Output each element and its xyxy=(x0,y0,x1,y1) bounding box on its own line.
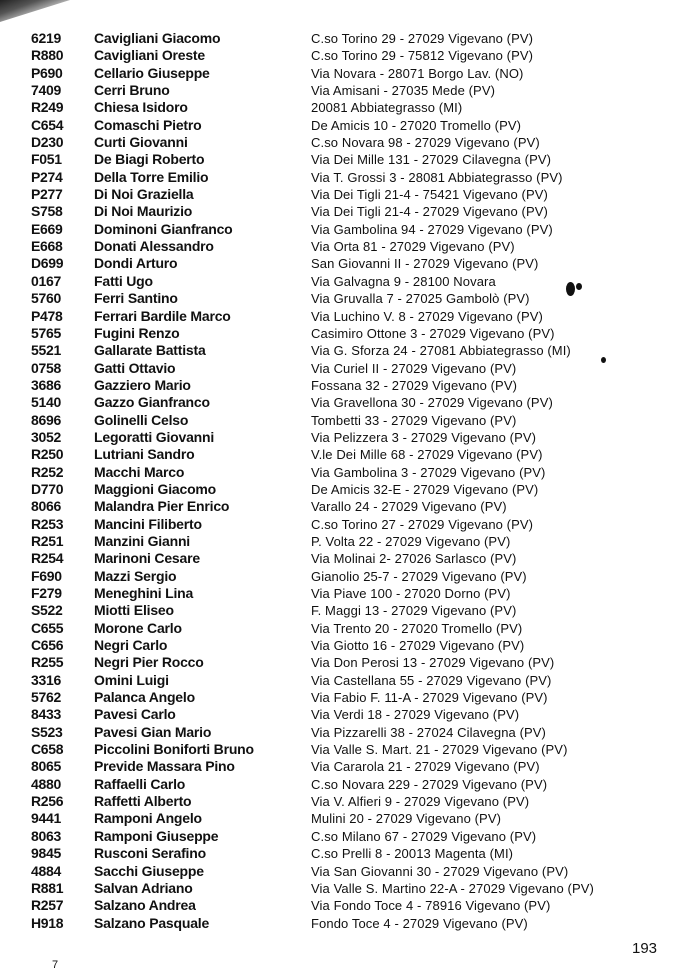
entry-name: Donati Alessandro xyxy=(94,238,214,255)
entry-address: C.so Novara 98 - 27029 Vigevano (PV) xyxy=(311,135,540,151)
entry-address: Via Dei Tigli 21-4 - 27029 Vigevano (PV) xyxy=(311,204,548,220)
entry-name: Ferri Santino xyxy=(94,290,178,307)
page-number: 193 xyxy=(632,940,658,957)
list-item xyxy=(0,169,700,186)
entry-address: Via Gambolina 94 - 27029 Vigevano (PV) xyxy=(311,221,553,237)
entry-address: C.so Novara 229 - 27029 Vigevano (PV) xyxy=(311,776,548,792)
entry-address: De Amicis 10 - 27020 Tromello (PV) xyxy=(311,117,522,133)
entry-address: C.so Torino 27 - 27029 Vigevano (PV) xyxy=(311,516,534,532)
entry-name: Lutriani Sandro xyxy=(94,446,195,463)
ink-speck xyxy=(576,283,582,290)
entry-name: Meneghini Lina xyxy=(94,585,194,601)
entry-code: P478 xyxy=(31,307,63,324)
entry-code: 8696 xyxy=(31,411,61,428)
entry-address: C.so Milano 67 - 27029 Vigevano (PV) xyxy=(311,828,537,844)
entry-name: Cellario Giuseppe xyxy=(94,64,210,81)
entry-code: F279 xyxy=(31,585,62,601)
entry-address: Via Dei Mille 131 - 27029 Cilavegna (PV) xyxy=(311,152,552,168)
list-item xyxy=(0,758,700,775)
entry-address: Via Fondo Toce 4 - 78916 Vigevano (PV) xyxy=(311,898,551,914)
list-item xyxy=(0,810,700,827)
entry-name: Pavesi Gian Mario xyxy=(94,723,212,740)
entry-code: R256 xyxy=(31,793,64,810)
list-item xyxy=(0,134,700,151)
entry-name: Legoratti Giovanni xyxy=(94,428,215,445)
entry-code: E668 xyxy=(31,238,63,255)
entry-code: 9441 xyxy=(31,810,61,827)
entry-address: Via Piave 100 - 27020 Dorno (PV) xyxy=(311,586,511,601)
list-item xyxy=(0,464,700,481)
list-item xyxy=(0,602,700,619)
entry-address: Via Amisani - 27035 Mede (PV) xyxy=(311,83,496,99)
list-item xyxy=(0,203,700,220)
list-item xyxy=(0,238,700,255)
list-item xyxy=(0,255,700,272)
entry-code: 3686 xyxy=(31,376,61,393)
scan-corner-mark xyxy=(0,0,70,22)
entry-code: 4880 xyxy=(31,775,61,792)
list-item xyxy=(0,82,700,99)
list-item xyxy=(0,273,700,290)
entry-code: R251 xyxy=(31,532,64,549)
list-item xyxy=(0,325,700,342)
list-item xyxy=(0,915,700,932)
entry-name: Mancini Filiberto xyxy=(94,515,202,532)
entry-code: D699 xyxy=(31,255,64,272)
entry-name: Piccolini Boniforti Bruno xyxy=(94,741,254,758)
entry-code: 0167 xyxy=(31,272,61,289)
entry-name: De Biagi Roberto xyxy=(94,151,205,168)
entry-code: 8433 xyxy=(31,706,61,723)
entry-address: Gianolio 25-7 - 27029 Vigevano (PV) xyxy=(311,568,527,584)
entry-name: Palanca Angelo xyxy=(94,689,195,706)
entry-address: Via Curiel II - 27029 Vigevano (PV) xyxy=(311,360,517,376)
entry-name: Gazziero Mario xyxy=(94,376,191,393)
entry-address: Via Novara - 28071 Borgo Lav. (NO) xyxy=(311,65,524,81)
ink-speck xyxy=(566,282,575,296)
entry-code: R880 xyxy=(31,47,64,64)
entry-address: C.so Torino 29 - 75812 Vigevano (PV) xyxy=(311,48,534,64)
entry-code: D770 xyxy=(31,480,64,497)
entry-address: Via San Giovanni 30 - 27029 Vigevano (PV) xyxy=(311,863,569,879)
entry-code: F690 xyxy=(31,567,62,584)
entry-code: R249 xyxy=(31,99,64,116)
entry-name: Della Torre Emilio xyxy=(94,168,209,185)
entry-name: Malandra Pier Enrico xyxy=(94,498,230,515)
list-item xyxy=(0,793,700,810)
entry-address: Via Gruvalla 7 - 27025 Gambolò (PV) xyxy=(311,291,530,307)
entry-code: 8066 xyxy=(31,498,61,515)
entry-code: R257 xyxy=(31,897,64,914)
entry-name: Marinoni Cesare xyxy=(94,550,200,567)
footer-mark: 7 xyxy=(52,959,59,971)
entry-code: R253 xyxy=(31,515,64,532)
entry-name: Golinelli Celso xyxy=(94,411,189,428)
entry-name: Gallarate Battista xyxy=(94,342,206,359)
entry-address: Via Fabio F. 11-A - 27029 Vigevano (PV) xyxy=(311,690,548,706)
entry-address: Via Castellana 55 - 27029 Vigevano (PV) xyxy=(311,672,552,688)
list-item xyxy=(0,516,700,533)
entry-name: Fatti Ugo xyxy=(94,272,153,289)
entry-name: Fugini Renzo xyxy=(94,324,180,341)
entry-name: Salvan Adriano xyxy=(94,879,193,896)
entry-code: 0758 xyxy=(31,359,61,376)
entry-name: Curti Giovanni xyxy=(94,134,188,151)
entry-name: Dondi Arturo xyxy=(94,255,178,272)
list-item xyxy=(0,776,700,793)
entry-code: R881 xyxy=(31,879,64,896)
ink-speck xyxy=(601,357,606,363)
list-item xyxy=(0,151,700,168)
entry-name: Gatti Ottavio xyxy=(94,359,176,376)
list-item xyxy=(0,897,700,914)
entry-code: 5760 xyxy=(31,290,61,307)
entry-name: Di Noi Graziella xyxy=(94,186,194,203)
entry-code: 7409 xyxy=(31,82,61,99)
entry-name: Previde Massara Pino xyxy=(94,758,235,775)
entry-address: Via Giotto 16 - 27029 Vigevano (PV) xyxy=(311,638,525,654)
entry-address: Via Trento 20 - 27020 Tromello (PV) xyxy=(311,620,523,636)
list-item xyxy=(0,481,700,498)
entry-address: Via Verdi 18 - 27029 Vigevano (PV) xyxy=(311,707,520,723)
entry-address: Fondo Toce 4 - 27029 Vigevano (PV) xyxy=(311,915,528,931)
list-item xyxy=(0,620,700,637)
entry-address: Via Pizzarelli 38 - 27024 Cilavegna (PV) xyxy=(311,724,546,740)
list-item xyxy=(0,117,700,134)
entry-address: F. Maggi 13 - 27029 Vigevano (PV) xyxy=(311,603,517,619)
entry-address: San Giovanni II - 27029 Vigevano (PV) xyxy=(311,256,539,272)
list-item xyxy=(0,498,700,515)
entry-code: P277 xyxy=(31,186,63,203)
list-item xyxy=(0,568,700,585)
list-item xyxy=(0,672,700,689)
entry-name: Dominoni Gianfranco xyxy=(94,220,233,237)
entry-name: Manzini Gianni xyxy=(94,532,190,549)
entry-name: Chiesa Isidoro xyxy=(94,99,188,116)
list-item xyxy=(0,30,700,47)
entry-name: Pavesi Carlo xyxy=(94,706,176,723)
entry-code: C654 xyxy=(31,116,64,133)
entry-address: Fossana 32 - 27029 Vigevano (PV) xyxy=(311,377,518,393)
entry-name: Salzano Andrea xyxy=(94,897,196,914)
entry-code: 4884 xyxy=(31,862,61,879)
entry-name: Cavigliani Giacomo xyxy=(94,30,221,46)
entry-code: 8063 xyxy=(31,827,61,844)
entry-code: C658 xyxy=(31,741,64,758)
list-item xyxy=(0,65,700,82)
entry-code: 5521 xyxy=(31,342,61,359)
entry-address: Mulini 20 - 27029 Vigevano (PV) xyxy=(311,811,502,827)
list-item xyxy=(0,377,700,394)
entry-name: Ramponi Angelo xyxy=(94,810,202,827)
entry-address: P. Volta 22 - 27029 Vigevano (PV) xyxy=(311,533,511,549)
entry-code: P274 xyxy=(31,168,63,185)
entry-code: 3052 xyxy=(31,428,61,445)
entry-address: Via Galvagna 9 - 28100 Novara xyxy=(311,273,496,289)
entry-code: C655 xyxy=(31,619,64,636)
entry-name: Negri Pier Rocco xyxy=(94,654,204,671)
entry-code: D230 xyxy=(31,134,64,151)
entry-code: R255 xyxy=(31,654,64,671)
list-item xyxy=(0,550,700,567)
entry-address: Via G. Sforza 24 - 27081 Abbiategrasso (MI) xyxy=(311,343,571,359)
entry-name: Di Noi Maurizio xyxy=(94,203,193,220)
entry-name: Morone Carlo xyxy=(94,619,182,636)
entry-name: Raffaelli Carlo xyxy=(94,775,186,792)
list-item xyxy=(0,863,700,880)
entry-name: Ramponi Giuseppe xyxy=(94,827,219,844)
entry-name: Miotti Eliseo xyxy=(94,602,174,619)
entry-name: Macchi Marco xyxy=(94,463,185,480)
entry-code: 9845 xyxy=(31,845,61,862)
entry-name: Omini Luigi xyxy=(94,671,169,688)
list-item xyxy=(0,446,700,463)
entry-address: Via Valle S. Mart. 21 - 27029 Vigevano (PV) xyxy=(311,742,568,758)
entry-code: 5140 xyxy=(31,394,61,411)
entry-code: 5765 xyxy=(31,324,61,341)
entry-address: Casimiro Ottone 3 - 27029 Vigevano (PV) xyxy=(311,325,555,341)
entry-address: Via Pelizzera 3 - 27029 Vigevano (PV) xyxy=(311,429,537,445)
entry-code: F051 xyxy=(31,151,62,168)
list-item xyxy=(0,47,700,64)
list-item xyxy=(0,533,700,550)
entry-name: Comaschi Pietro xyxy=(94,116,202,133)
entry-name: Salzano Pasquale xyxy=(94,914,210,931)
entry-code: S758 xyxy=(31,203,63,220)
list-item xyxy=(0,845,700,862)
list-item xyxy=(0,342,700,359)
list-item xyxy=(0,308,700,325)
entry-address: Via Gambolina 3 - 27029 Vigevano (PV) xyxy=(311,464,546,480)
list-item xyxy=(0,880,700,897)
list-item xyxy=(0,654,700,671)
entry-name: Sacchi Giuseppe xyxy=(94,862,204,879)
entry-address: Via T. Grossi 3 - 28081 Abbiategrasso (PV) xyxy=(311,169,563,185)
list-item xyxy=(0,828,700,845)
entry-address: Varallo 24 - 27029 Vigevano (PV) xyxy=(311,499,507,515)
entry-code: 6219 xyxy=(31,30,61,46)
list-item xyxy=(0,394,700,411)
entry-name: Rusconi Serafino xyxy=(94,845,206,862)
list-item xyxy=(0,412,700,429)
entry-address: Via Orta 81 - 27029 Vigevano (PV) xyxy=(311,239,515,255)
entry-address: Via Valle S. Martino 22-A - 27029 Vigevano (PV) xyxy=(311,880,594,896)
entry-code: R250 xyxy=(31,446,64,463)
list-item xyxy=(0,585,700,602)
entry-name: Maggioni Giacomo xyxy=(94,480,217,497)
entry-code: S523 xyxy=(31,723,63,740)
entry-code: 8065 xyxy=(31,758,61,775)
entry-address: Via V. Alfieri 9 - 27029 Vigevano (PV) xyxy=(311,794,530,810)
entry-name: Cerri Bruno xyxy=(94,82,170,99)
entry-code: E669 xyxy=(31,220,63,237)
entry-name: Ferrari Bardile Marco xyxy=(94,307,231,324)
entry-address: De Amicis 32-E - 27029 Vigevano (PV) xyxy=(311,481,539,497)
list-item xyxy=(0,99,700,116)
entry-address: V.le Dei Mille 68 - 27029 Vigevano (PV) xyxy=(311,447,543,463)
entry-code: 3316 xyxy=(31,671,61,688)
list-item xyxy=(0,706,700,723)
entry-address: Via Dei Tigli 21-4 - 75421 Vigevano (PV) xyxy=(311,187,548,203)
list-item xyxy=(0,724,700,741)
entry-code: C656 xyxy=(31,637,64,654)
entry-code: 5762 xyxy=(31,689,61,706)
entry-name: Cavigliani Oreste xyxy=(94,47,205,64)
entry-code: P690 xyxy=(31,64,63,81)
entry-code: S522 xyxy=(31,602,63,619)
entry-name: Negri Carlo xyxy=(94,637,168,654)
entry-name: Gazzo Gianfranco xyxy=(94,394,210,411)
entry-address: C.so Prelli 8 - 20013 Magenta (MI) xyxy=(311,846,514,862)
list-item xyxy=(0,221,700,238)
entry-code: R254 xyxy=(31,550,64,567)
entry-address: Via Luchino V. 8 - 27029 Vigevano (PV) xyxy=(311,308,543,324)
list-item xyxy=(0,186,700,203)
list-item xyxy=(0,689,700,706)
list-item xyxy=(0,741,700,758)
entry-address: Via Molinai 2- 27026 Sarlasco (PV) xyxy=(311,551,517,567)
list-item xyxy=(0,290,700,307)
list-item xyxy=(0,360,700,377)
entry-code: R252 xyxy=(31,463,64,480)
list-item xyxy=(0,429,700,446)
directory-list xyxy=(0,30,700,932)
entry-code: H918 xyxy=(31,914,64,931)
entry-address: Via Cararola 21 - 27029 Vigevano (PV) xyxy=(311,759,540,775)
entry-address: Via Gravellona 30 - 27029 Vigevano (PV) xyxy=(311,395,553,411)
list-item xyxy=(0,637,700,654)
entry-address: Via Don Perosi 13 - 27029 Vigevano (PV) xyxy=(311,655,555,671)
entry-address: Tombetti 33 - 27029 Vigevano (PV) xyxy=(311,412,517,428)
entry-name: Raffetti Alberto xyxy=(94,793,192,810)
entry-address: 20081 Abbiategrasso (MI) xyxy=(311,100,463,116)
entry-address: C.so Torino 29 - 27029 Vigevano (PV) xyxy=(311,31,534,46)
entry-name: Mazzi Sergio xyxy=(94,567,177,584)
